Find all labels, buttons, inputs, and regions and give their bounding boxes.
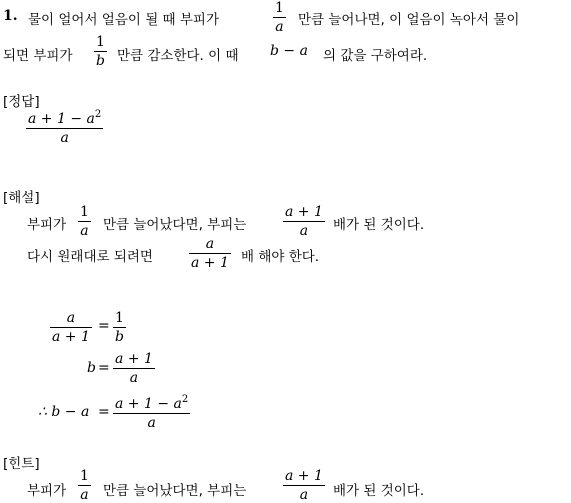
hint-text-1b: 만큼 늘어났다면, 부피는 [103,483,247,499]
eq2-right-fraction: $\frac{a + 1}{a}$ [115,351,153,386]
problem-text-1a: 물이 얼어서 얼음이 될 때 부피가 [28,12,219,28]
hint-fraction-a1-over-a: $\frac{a + 1}{a}$ [285,468,323,503]
problem-text-2a: 되면 부피가 [3,48,73,64]
problem-fraction-1-over-a: $\frac{1}{a}$ [275,0,284,35]
solution-text-1a: 부피가 [27,217,67,233]
eq1-equals: = [98,318,110,334]
hint-label: [힌트] [3,456,40,472]
eq3-left: ∴ b − a [38,404,90,420]
problem-text-2c: 의 값을 구하여라. [323,48,428,64]
solution-fraction-a-over-a1: $\frac{a}{a + 1}$ [191,236,229,271]
problem-text-1b: 만큼 늘어나면, 이 얼음이 녹아서 물이 [298,12,520,28]
eq1-right-fraction: $\frac{1}{b}$ [115,310,124,345]
hint-text-1c: 배가 된 것이다. [333,483,425,499]
hint-text-1a: 부피가 [27,483,67,499]
answer-label: [정답] [3,94,40,110]
solution-text-2a: 다시 원래대로 되려면 [27,249,153,265]
problem-fraction-1-over-b: $\frac{1}{b}$ [96,34,105,69]
problem-expression: b − a [270,43,308,59]
eq1-left-fraction: $\frac{a}{a + 1}$ [52,310,90,345]
solution-text-2b: 배 해야 한다. [241,249,320,265]
answer-fraction: $\frac{a + 1 - a^2}{a}$ [28,109,102,146]
hint-fraction-1-over-a: $\frac{1}{a}$ [80,468,89,503]
eq3-right-fraction: $\frac{a + 1 - a^2}{a}$ [115,394,189,431]
solution-text-1c: 배가 된 것이다. [333,217,425,233]
problem-text-2b: 만큼 감소한다. 이 때 [117,48,239,64]
problem-number: 1. [3,8,18,24]
eq3-equals: = [98,404,110,420]
solution-fraction-1-over-a: $\frac{1}{a}$ [80,204,89,239]
eq2-left: b [87,360,96,376]
solution-label: [해설] [3,190,40,206]
solution-text-1b: 만큼 늘어났다면, 부피는 [103,217,247,233]
eq2-equals: = [98,360,110,376]
solution-fraction-a1-over-a: $\frac{a + 1}{a}$ [285,204,323,239]
